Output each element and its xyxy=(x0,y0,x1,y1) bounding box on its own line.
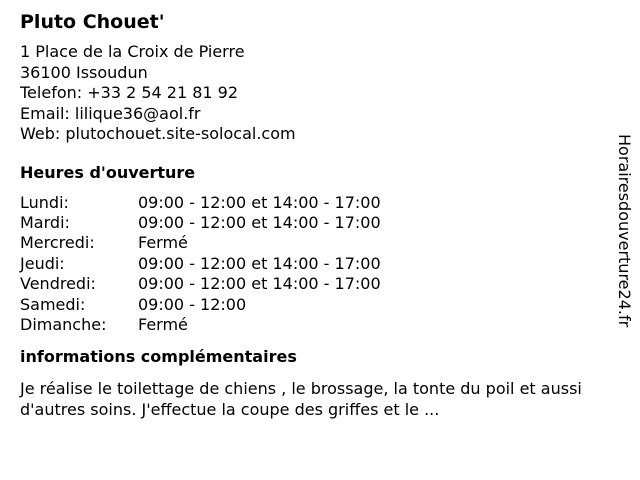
hours-row-mardi xyxy=(20,213,605,233)
hours-row-vendredi xyxy=(20,274,605,294)
info-heading: informations complémentaires xyxy=(20,347,297,367)
address-line-2: 36100 Issoudun xyxy=(20,62,148,82)
day-hours: 09:00 - 12:00 et 14:00 - 17:00 xyxy=(138,253,381,273)
hours-row-jeudi xyxy=(20,254,605,274)
phone-line: Telefon: +33 2 54 21 81 92 xyxy=(20,83,239,102)
day-label: Vendredi: xyxy=(20,274,96,294)
email-line: Email: lilique36@aol.fr xyxy=(20,103,201,123)
hours-row-lundi xyxy=(20,193,605,213)
business-name: Pluto Chouet' xyxy=(20,11,165,33)
business-card xyxy=(20,10,605,420)
day-hours: 09:00 - 12:00 xyxy=(138,294,247,314)
day-label: Mercredi: xyxy=(20,233,95,253)
brand-text: Horairesdouverture24.fr xyxy=(615,134,634,328)
day-label: Dimanche: xyxy=(20,314,107,334)
contact-block xyxy=(20,42,605,145)
day-hours: 09:00 - 12:00 et 14:00 - 17:00 xyxy=(138,212,381,232)
day-label: Samedi: xyxy=(20,294,86,314)
day-label: Lundi: xyxy=(20,192,69,212)
day-hours: Fermé xyxy=(138,233,188,253)
day-label: Jeudi: xyxy=(20,253,65,273)
day-hours: Fermé xyxy=(138,314,188,334)
hours-row-mercredi xyxy=(20,233,605,253)
address-line-1: 1 Place de la Croix de Pierre xyxy=(20,42,245,61)
hours-row-dimanche xyxy=(20,315,605,335)
hours-row-samedi xyxy=(20,295,605,315)
web-line: Web: plutochouet.site-solocal.com xyxy=(20,124,296,143)
brand-watermark xyxy=(612,134,638,370)
day-hours: 09:00 - 12:00 et 14:00 - 17:00 xyxy=(138,192,381,212)
hours-heading: Heures d'ouverture xyxy=(20,162,196,182)
day-hours: 09:00 - 12:00 et 14:00 - 17:00 xyxy=(138,274,381,294)
hours-table xyxy=(20,193,605,336)
info-description: Je réalise le toilettage de chiens , le brossage, la tonte du poil et aussi d'autres soins. J'effectue la coupe des griffes et le ... xyxy=(20,379,582,419)
day-label: Mardi: xyxy=(20,212,70,232)
